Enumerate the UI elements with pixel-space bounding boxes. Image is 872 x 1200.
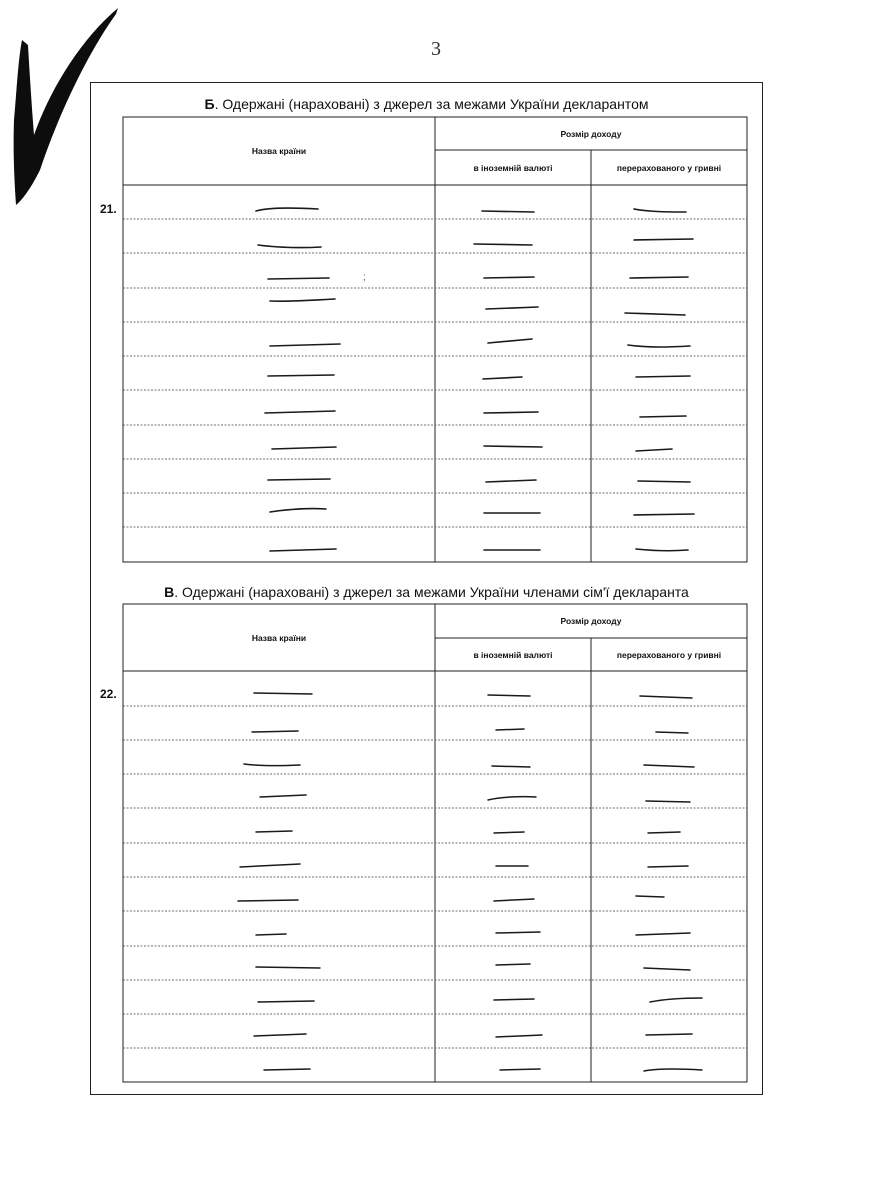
section-v-country-header: Назва країни — [251, 632, 307, 643]
page-number: 3 — [431, 38, 441, 60]
section-v-income-header: Розмір доходу — [560, 616, 622, 626]
section-b-income-header: Розмір доходу — [560, 128, 622, 139]
section-b-title: Б. Одержані (нараховані) з джерел за межами України декларантом — [204, 96, 649, 112]
section-v-title: В. Одержані (нараховані) з джерел за межами України членами сім'ї декларанта — [164, 584, 689, 600]
ink-speck: ; — [363, 272, 366, 283]
section-b-country-header: Назва країни — [251, 146, 307, 156]
section-b-uah-header: перерахованого у гривні — [616, 162, 722, 173]
section-v-uah-header: перерахованого у гривні — [616, 649, 722, 660]
section-b-foreign-header: в іноземній валюті — [473, 162, 553, 173]
section-b-row-number: 21. — [100, 202, 117, 216]
section-v-row-number: 22. — [100, 687, 117, 701]
section-v-foreign-header: в іноземній валюті — [473, 649, 553, 660]
